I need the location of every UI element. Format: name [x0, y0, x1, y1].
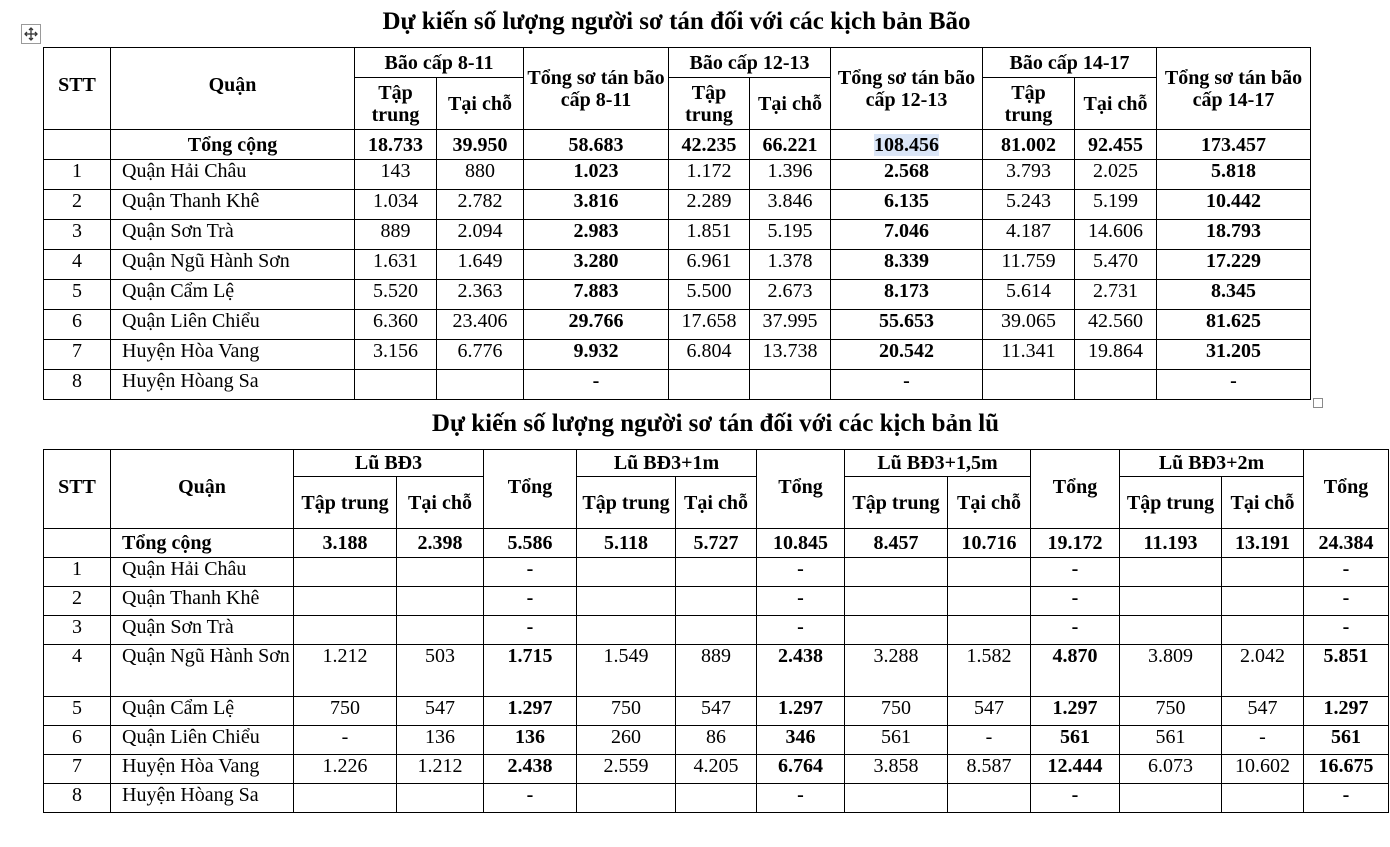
cell [577, 784, 676, 813]
row-district-name: Quận Liên Chiểu [111, 726, 294, 755]
header-concentrated: Tập trung [669, 78, 750, 130]
cell: 2.731 [1075, 280, 1157, 310]
cell: 561 [1031, 726, 1120, 755]
total-label: Tổng cộng [111, 130, 355, 160]
header-onsite: Tại chỗ [1222, 477, 1304, 529]
header-onsite: Tại chỗ [750, 78, 831, 130]
cell: 547 [1222, 697, 1304, 726]
table-move-icon[interactable] [21, 24, 41, 44]
header-concentrated: Tập trung [355, 78, 437, 130]
header-concentrated: Tập trung [1120, 477, 1222, 529]
row-district-name: Quận Hải Châu [111, 558, 294, 587]
row-stt: 4 [44, 645, 111, 697]
storm-table-body [44, 160, 1311, 400]
cell: 561 [1120, 726, 1222, 755]
cell: - [1157, 370, 1311, 400]
row-district-name: Huyện Hòang Sa [111, 784, 294, 813]
cell: 2.568 [831, 160, 983, 190]
cell: 1.023 [524, 160, 669, 190]
cell: 1.396 [750, 160, 831, 190]
cell: 13.191 [1222, 529, 1304, 558]
header-storm-8-11: Bão cấp 8-11 [355, 48, 524, 78]
cell [355, 370, 437, 400]
table-resize-handle[interactable] [1313, 398, 1323, 408]
cell: 39.065 [983, 310, 1075, 340]
table-row [44, 616, 1389, 645]
cell: - [1304, 558, 1389, 587]
cell: 66.221 [750, 130, 831, 160]
cell: 42.560 [1075, 310, 1157, 340]
header-concentrated: Tập trung [294, 477, 397, 529]
cell: 18.793 [1157, 220, 1311, 250]
cell: 3.280 [524, 250, 669, 280]
cell: 6.961 [669, 250, 750, 280]
row-stt: 2 [44, 190, 111, 220]
header-total: Tổng [757, 450, 845, 529]
table-row [44, 310, 1311, 340]
cell: 39.950 [437, 130, 524, 160]
cell: 260 [577, 726, 676, 755]
cell: 1.715 [484, 645, 577, 697]
header-total: Tổng [1031, 450, 1120, 529]
header-onsite: Tại chỗ [397, 477, 484, 529]
cell: 9.932 [524, 340, 669, 370]
cell: 3.188 [294, 529, 397, 558]
cell [294, 558, 397, 587]
table-row [44, 220, 1311, 250]
cell: 5.586 [484, 529, 577, 558]
cell: 5.470 [1075, 250, 1157, 280]
cell [948, 616, 1031, 645]
header-stt: STT [44, 48, 111, 130]
cell: 8.345 [1157, 280, 1311, 310]
cell: 19.172 [1031, 529, 1120, 558]
cell: 5.851 [1304, 645, 1389, 697]
cell: - [484, 558, 577, 587]
cell: 750 [845, 697, 948, 726]
cell [577, 558, 676, 587]
cell [294, 587, 397, 616]
row-district-name: Huyện Hòang Sa [111, 370, 355, 400]
storm-evacuation-table[interactable] [43, 47, 1311, 400]
row-district-name: Quận Sơn Trà [111, 220, 355, 250]
cell: 3.858 [845, 755, 948, 784]
cell: 1.212 [397, 755, 484, 784]
row-stt: 7 [44, 340, 111, 370]
cell: 2.398 [397, 529, 484, 558]
total-label: Tổng cộng [111, 529, 294, 558]
cell: 7.046 [831, 220, 983, 250]
cell [437, 370, 524, 400]
cell: 14.606 [1075, 220, 1157, 250]
cell: 889 [676, 645, 757, 697]
cell: 561 [845, 726, 948, 755]
row-stt: 2 [44, 587, 111, 616]
cell [845, 616, 948, 645]
header-total-12-13: Tổng sơ tán bão cấp 12-13 [831, 48, 983, 130]
selected-text[interactable]: 108.456 [874, 133, 939, 156]
cell: 11.341 [983, 340, 1075, 370]
cell: 6.804 [669, 340, 750, 370]
cell: - [1304, 587, 1389, 616]
cell: 3.793 [983, 160, 1075, 190]
cell: 2.094 [437, 220, 524, 250]
row-stt: 4 [44, 250, 111, 280]
cell: 11.759 [983, 250, 1075, 280]
cell: 2.559 [577, 755, 676, 784]
cell: 750 [577, 697, 676, 726]
cell: 561 [1304, 726, 1389, 755]
cell: 24.384 [1304, 529, 1389, 558]
cell: 29.766 [524, 310, 669, 340]
header-storm-12-13: Bão cấp 12-13 [669, 48, 831, 78]
cell: 1.297 [1304, 697, 1389, 726]
cell [1222, 616, 1304, 645]
cell [577, 616, 676, 645]
cell: 5.199 [1075, 190, 1157, 220]
cell: 58.683 [524, 130, 669, 160]
cell [294, 616, 397, 645]
flood-evacuation-table[interactable] [43, 449, 1389, 813]
cell: 880 [437, 160, 524, 190]
header-flood-bd3: Lũ BĐ3 [294, 450, 484, 477]
cell [397, 558, 484, 587]
cell: 346 [757, 726, 845, 755]
header-onsite: Tại chỗ [948, 477, 1031, 529]
cell: 3.846 [750, 190, 831, 220]
header-flood-bd3-2m: Lũ BĐ3+2m [1120, 450, 1304, 477]
header-total: Tổng [484, 450, 577, 529]
cell: 5.243 [983, 190, 1075, 220]
cell [948, 558, 1031, 587]
cell: - [1031, 587, 1120, 616]
row-district-name: Quận Cẩm Lệ [111, 280, 355, 310]
cell: 1.851 [669, 220, 750, 250]
cell: 2.438 [757, 645, 845, 697]
row-district-name: Quận Cẩm Lệ [111, 697, 294, 726]
cell: 11.193 [1120, 529, 1222, 558]
cell: 86 [676, 726, 757, 755]
cell: 2.289 [669, 190, 750, 220]
row-district-name: Quận Thanh Khê [111, 190, 355, 220]
cell: 6.135 [831, 190, 983, 220]
cell: 750 [1120, 697, 1222, 726]
header-total-8-11: Tổng sơ tán bão cấp 8-11 [524, 48, 669, 130]
cell: - [294, 726, 397, 755]
table-row [44, 340, 1311, 370]
cell: 16.675 [1304, 755, 1389, 784]
cell: 1.631 [355, 250, 437, 280]
cell [669, 370, 750, 400]
cell [1222, 784, 1304, 813]
total-row [44, 529, 1389, 558]
cell: 10.442 [1157, 190, 1311, 220]
cell: 4.870 [1031, 645, 1120, 697]
cell: 55.653 [831, 310, 983, 340]
cell: 1.297 [757, 697, 845, 726]
table-row [44, 784, 1389, 813]
cell: 19.864 [1075, 340, 1157, 370]
cell: 13.738 [750, 340, 831, 370]
row-stt: 6 [44, 726, 111, 755]
cell [845, 587, 948, 616]
cell: 6.764 [757, 755, 845, 784]
cell: 4.187 [983, 220, 1075, 250]
row-district-name: Huyện Hòa Vang [111, 755, 294, 784]
header-district: Quận [111, 450, 294, 529]
row-stt: 3 [44, 616, 111, 645]
row-stt: 3 [44, 220, 111, 250]
table-row [44, 370, 1311, 400]
cell: - [1222, 726, 1304, 755]
cell [294, 784, 397, 813]
cell: 4.205 [676, 755, 757, 784]
cell: 5.818 [1157, 160, 1311, 190]
cell [1222, 587, 1304, 616]
cell: 143 [355, 160, 437, 190]
table-row [44, 587, 1389, 616]
cell: 17.229 [1157, 250, 1311, 280]
cell: 3.809 [1120, 645, 1222, 697]
total-row [44, 130, 1311, 160]
flood-table-body [44, 558, 1389, 813]
header-total-14-17: Tổng sơ tán bão cấp 14-17 [1157, 48, 1311, 130]
cell: - [484, 784, 577, 813]
cell: 17.658 [669, 310, 750, 340]
cell: 503 [397, 645, 484, 697]
row-district-name: Quận Sơn Trà [111, 616, 294, 645]
cell: 173.457 [1157, 130, 1311, 160]
cell [983, 370, 1075, 400]
cell: 23.406 [437, 310, 524, 340]
cell [577, 587, 676, 616]
cell: 5.118 [577, 529, 676, 558]
cell: - [757, 587, 845, 616]
cell [676, 587, 757, 616]
table-row [44, 280, 1311, 310]
storm-table-title: Dự kiến số lượng người sơ tán đối với các kịch bản Bão [382, 8, 971, 35]
cell: 1.297 [484, 697, 577, 726]
cell: - [831, 370, 983, 400]
cell: 750 [294, 697, 397, 726]
cell: - [757, 558, 845, 587]
cell: 5.727 [676, 529, 757, 558]
cell: - [1304, 784, 1389, 813]
cell: 81.002 [983, 130, 1075, 160]
cell [948, 587, 1031, 616]
row-district-name: Quận Hải Châu [111, 160, 355, 190]
header-onsite: Tại chỗ [676, 477, 757, 529]
cell: 2.673 [750, 280, 831, 310]
cell: - [1031, 558, 1120, 587]
cell: - [757, 784, 845, 813]
cell: 3.288 [845, 645, 948, 697]
row-district-name: Quận Thanh Khê [111, 587, 294, 616]
cell: 1.172 [669, 160, 750, 190]
table-row [44, 755, 1389, 784]
cell: 10.716 [948, 529, 1031, 558]
cell [676, 616, 757, 645]
row-stt: 8 [44, 784, 111, 813]
cell: 18.733 [355, 130, 437, 160]
table-row [44, 726, 1389, 755]
cell: 42.235 [669, 130, 750, 160]
cell: 10.602 [1222, 755, 1304, 784]
cell: 136 [397, 726, 484, 755]
cell: 136 [484, 726, 577, 755]
cell: 1.297 [1031, 697, 1120, 726]
cell: 2.042 [1222, 645, 1304, 697]
table-row [44, 558, 1389, 587]
table-row [44, 645, 1389, 697]
cell [845, 784, 948, 813]
table-row [44, 250, 1311, 280]
cell: 5.614 [983, 280, 1075, 310]
header-storm-14-17: Bão cấp 14-17 [983, 48, 1157, 78]
row-stt: 1 [44, 558, 111, 587]
cell [750, 370, 831, 400]
cell: 1.582 [948, 645, 1031, 697]
table-row [44, 190, 1311, 220]
cell: 889 [355, 220, 437, 250]
cell: 81.625 [1157, 310, 1311, 340]
cell: 1.212 [294, 645, 397, 697]
table-row [44, 697, 1389, 726]
cell-selected[interactable] [831, 130, 983, 160]
cell: 1.034 [355, 190, 437, 220]
cell: 8.457 [845, 529, 948, 558]
row-district-name: Quận Liên Chiểu [111, 310, 355, 340]
header-concentrated: Tập trung [983, 78, 1075, 130]
cell: 1.378 [750, 250, 831, 280]
cell: - [1031, 616, 1120, 645]
cell: 7.883 [524, 280, 669, 310]
cell: - [1304, 616, 1389, 645]
cell: 3.816 [524, 190, 669, 220]
cell: 6.776 [437, 340, 524, 370]
header-flood-bd3-1-5m: Lũ BĐ3+1,5m [845, 450, 1031, 477]
cell [845, 558, 948, 587]
cell [1120, 784, 1222, 813]
cell [1120, 558, 1222, 587]
cell: 8.339 [831, 250, 983, 280]
cell: 6.073 [1120, 755, 1222, 784]
cell [948, 784, 1031, 813]
cell: - [484, 616, 577, 645]
cell: 3.156 [355, 340, 437, 370]
cell [676, 558, 757, 587]
cell [1075, 370, 1157, 400]
cell: 12.444 [1031, 755, 1120, 784]
cell: 1.649 [437, 250, 524, 280]
cell: - [948, 726, 1031, 755]
header-concentrated: Tập trung [577, 477, 676, 529]
header-flood-bd3-1m: Lũ BĐ3+1m [577, 450, 757, 477]
cell [676, 784, 757, 813]
cell: 1.226 [294, 755, 397, 784]
cell: 2.983 [524, 220, 669, 250]
header-stt: STT [44, 450, 111, 529]
cell [397, 784, 484, 813]
header-total: Tổng [1304, 450, 1389, 529]
flood-table-title: Dự kiến số lượng người sơ tán đối với các kịch bản lũ [431, 410, 1000, 437]
cell: 8.587 [948, 755, 1031, 784]
table-row [44, 160, 1311, 190]
cell [1120, 587, 1222, 616]
cell [397, 587, 484, 616]
cell: - [757, 616, 845, 645]
header-onsite: Tại chỗ [437, 78, 524, 130]
cell: 2.438 [484, 755, 577, 784]
cell [1222, 558, 1304, 587]
cell: 547 [948, 697, 1031, 726]
cell: 547 [676, 697, 757, 726]
cell: 8.173 [831, 280, 983, 310]
cell: - [484, 587, 577, 616]
header-onsite: Tại chỗ [1075, 78, 1157, 130]
cell: 6.360 [355, 310, 437, 340]
row-stt: 7 [44, 755, 111, 784]
cell: 5.500 [669, 280, 750, 310]
cell: 5.520 [355, 280, 437, 310]
cell: 547 [397, 697, 484, 726]
row-stt: 5 [44, 697, 111, 726]
cell [1120, 616, 1222, 645]
cell: 92.455 [1075, 130, 1157, 160]
cell: 10.845 [757, 529, 845, 558]
row-district-name: Huyện Hòa Vang [111, 340, 355, 370]
cell: 5.195 [750, 220, 831, 250]
cell: 20.542 [831, 340, 983, 370]
header-concentrated: Tập trung [845, 477, 948, 529]
cell: - [524, 370, 669, 400]
cell: 31.205 [1157, 340, 1311, 370]
cell: 2.363 [437, 280, 524, 310]
header-district: Quận [111, 48, 355, 130]
cell: - [1031, 784, 1120, 813]
row-stt: 8 [44, 370, 111, 400]
cell: 37.995 [750, 310, 831, 340]
row-district-name: Quận Ngũ Hành Sơn [111, 645, 294, 697]
cell [397, 616, 484, 645]
row-stt: 5 [44, 280, 111, 310]
row-stt: 1 [44, 160, 111, 190]
cell: 2.782 [437, 190, 524, 220]
row-stt: 6 [44, 310, 111, 340]
row-district-name: Quận Ngũ Hành Sơn [111, 250, 355, 280]
cell: 2.025 [1075, 160, 1157, 190]
cell: 1.549 [577, 645, 676, 697]
